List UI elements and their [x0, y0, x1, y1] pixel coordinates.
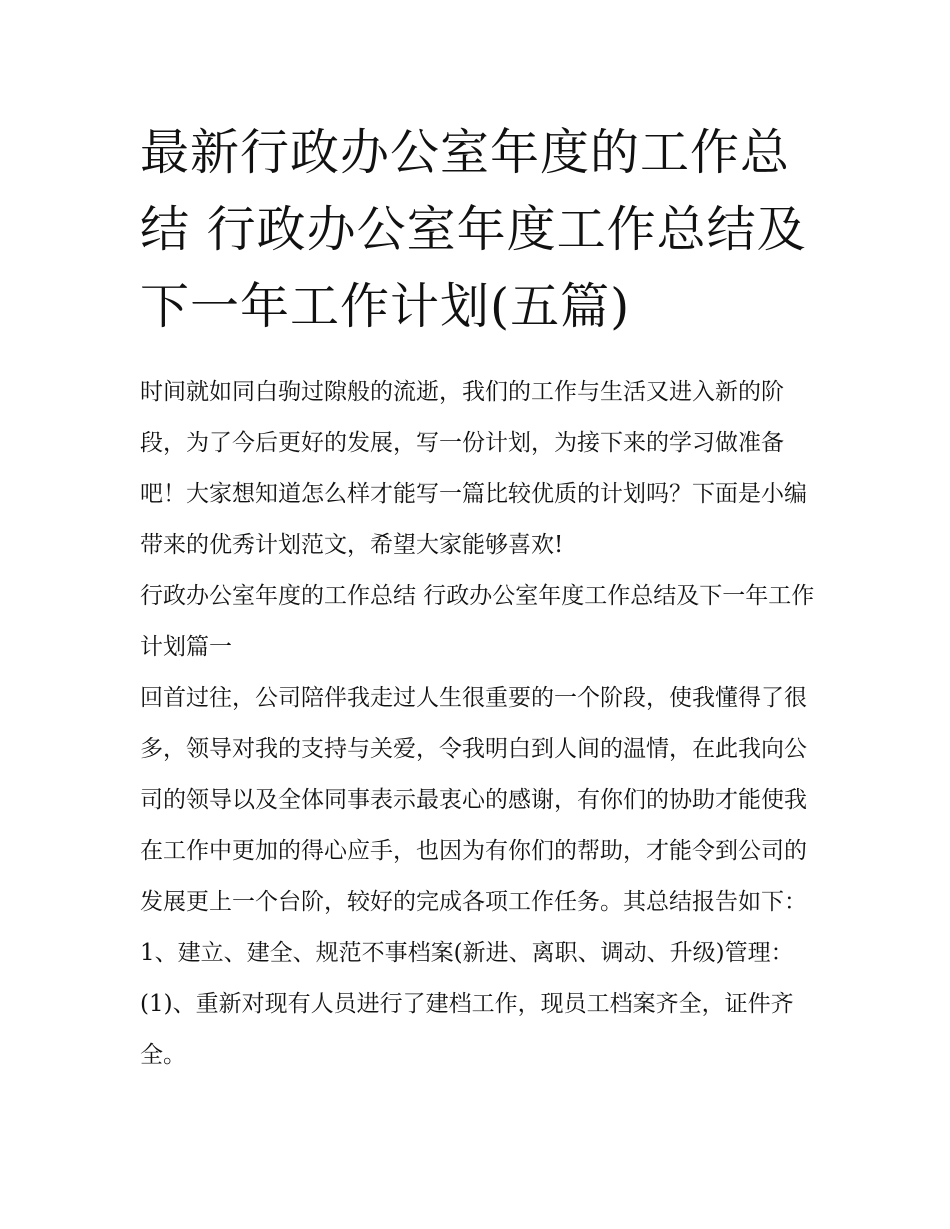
section-heading: 行政办公室年度的工作总结 行政办公室年度工作总结及下一年工作计划篇一	[140, 583, 815, 660]
document-title: 最新行政办公室年度的工作总结 行政办公室年度工作总结及下一年工作计划(五篇)	[140, 124, 807, 335]
summary-paragraph: 回首过往，公司陪伴我走过人生很重要的一个阶段，使我懂得了很多，领导对我的支持与关爱，令我明白到人间的温情，在此我向公司的领导以及全体同事表示最衷心的感谢，有你们的协助才能使我在工作中更加的得心应手，也因为有你们的帮助，才能令到公司的发展更上一个台阶，较好的完成各项工作任务。其总结报告如下：	[140, 685, 807, 915]
document-page	[140, 114, 820, 1081]
list-item: 1、建立、建全、规范不事档案(新进、离职、调动、升级)管理： (1)、重新对现有人员进行了建档工作，现员工档案齐全，证件齐全。	[140, 940, 794, 1068]
intro-paragraph: 时间就如同白驹过隙般的流逝，我们的工作与生活又进入新的阶段，为了今后更好的发展，写一份计划，为接下来的学习做准备吧！大家想知道怎么样才能写一篇比较优质的计划吗？下面是小编带来的优秀计划范文，希望大家能够喜欢!	[140, 379, 807, 558]
